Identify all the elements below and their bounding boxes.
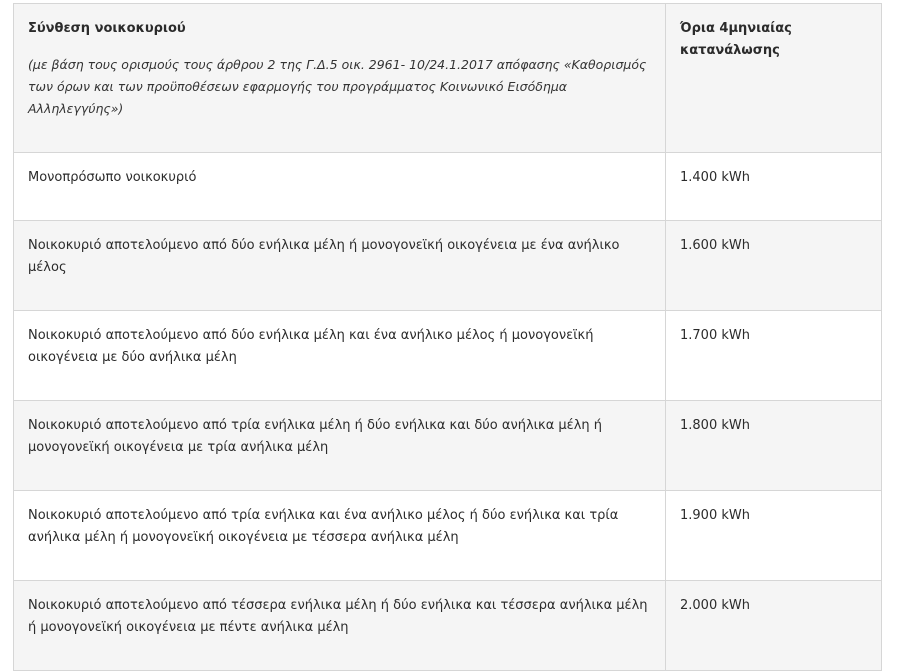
composition-cell: Νοικοκυριό αποτελούμενο από δύο ενήλικα μέλη και ένα ανήλικο μέλος ή μονογονεϊκή οικογένεια με δύο ανήλικα μέλη <box>14 311 666 401</box>
composition-cell: Νοικοκυριό αποτελούμενο από τρία ενήλικα και ένα ανήλικο μέλος ή δύο ενήλικα και τρία ανήλικα μέλη ή μονογονεϊκή οικογένεια με τέσσερα ανήλικα μέλη <box>14 491 666 581</box>
header-composition-note: (με βάση τους ορισμούς τους άρθρου 2 της Γ.Δ.5 οικ. 2961- 10/24.1.2017 απόφασης «Καθορισμός των όρων και των προϋποθέσεων εφαρμογής του προγράμματος Κοινωνικό Εισόδημα Αλληλεγγύης») <box>28 57 647 116</box>
header-composition-cell <box>14 4 666 153</box>
header-limit-cell <box>666 4 882 153</box>
table-header <box>14 4 882 153</box>
composition-cell: Νοικοκυριό αποτελούμενο από δύο ενήλικα μέλη ή μονογονεϊκή οικογένεια με ένα ανήλικο μέλος <box>14 221 666 311</box>
limit-cell: 1.700 kWh <box>666 311 882 401</box>
header-limit-title: Όρια 4μηνιαίας κατανάλωσης <box>680 21 792 58</box>
limit-cell: 1.400 kWh <box>666 153 882 221</box>
table-row <box>14 311 882 401</box>
consumption-limits-table <box>13 3 882 671</box>
header-row <box>14 4 882 153</box>
table-body <box>14 153 882 671</box>
composition-cell: Μονοπρόσωπο νοικοκυριό <box>14 153 666 221</box>
limit-cell: 1.800 kWh <box>666 401 882 491</box>
limit-cell: 2.000 kWh <box>666 581 882 671</box>
composition-cell: Νοικοκυριό αποτελούμενο από τρία ενήλικα μέλη ή δύο ενήλικα και δύο ανήλικα μέλη ή μονογονεϊκή οικογένεια με τρία ανήλικα μέλη <box>14 401 666 491</box>
limit-cell: 1.600 kWh <box>666 221 882 311</box>
table-row <box>14 221 882 311</box>
table-row <box>14 581 882 671</box>
table-row <box>14 491 882 581</box>
composition-cell: Νοικοκυριό αποτελούμενο από τέσσερα ενήλικα μέλη ή δύο ενήλικα και τέσσερα ανήλικα μέλη ή μονογονεϊκή οικογένεια με πέντε ανήλικα μέλη <box>14 581 666 671</box>
limit-cell: 1.900 kWh <box>666 491 882 581</box>
table-row <box>14 401 882 491</box>
consumption-limits-table-container <box>13 3 881 671</box>
header-composition-title: Σύνθεση νοικοκυριού <box>28 21 186 36</box>
table-row <box>14 153 882 221</box>
